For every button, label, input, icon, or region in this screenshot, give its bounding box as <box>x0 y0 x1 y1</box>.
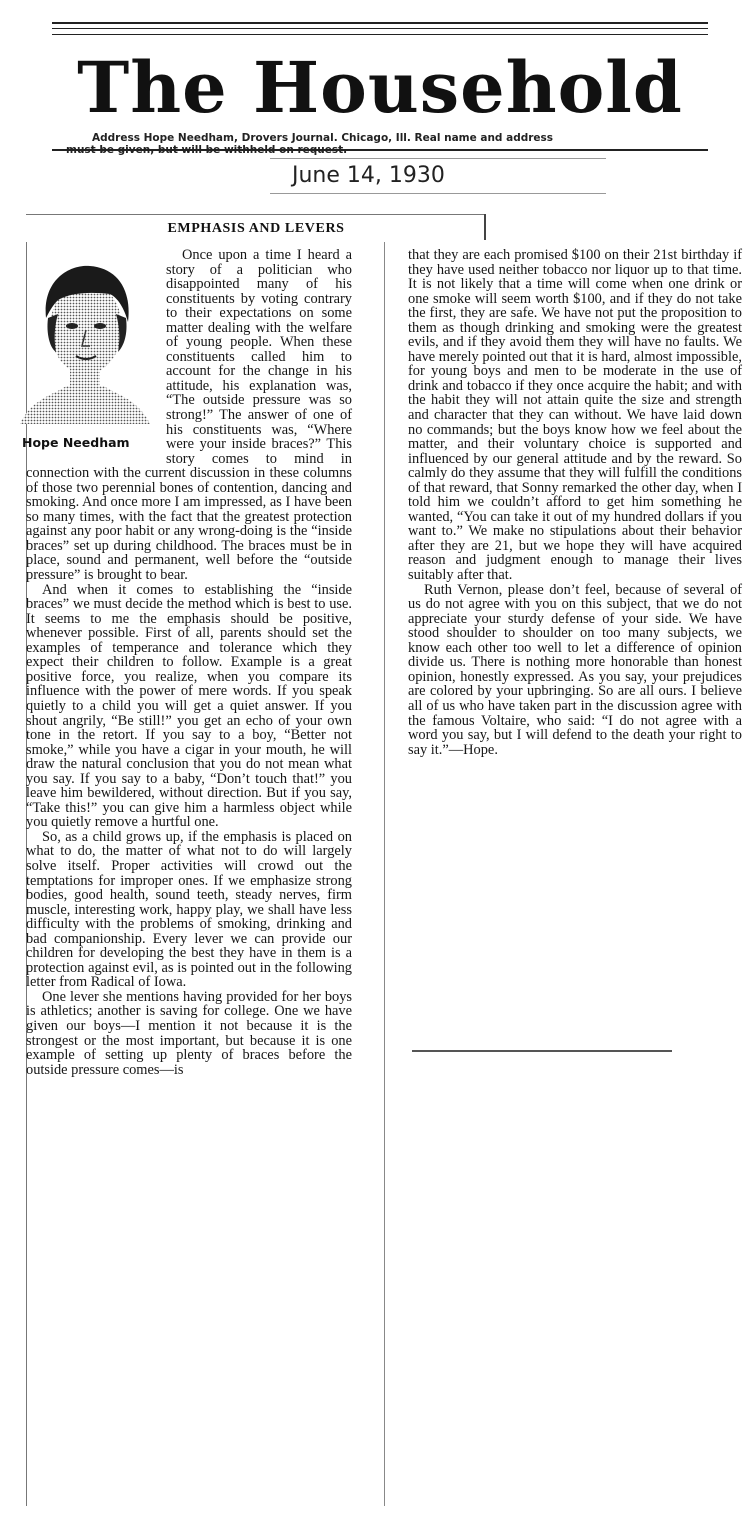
column-2-paragraph-1: that they are each promised $100 on their 21st birthday if they have used neither tobacco nor liquor up to that time. It is not likely that a time will come when one drink or one smoke will seem worth $100, and if they do not take the first, they are safe. We have not put the proposition to them as though drinking and smoking were the greatest evils, and if they avoid them they will have no faults. We have merely pointed out that it is hard, almost impossible, for young boys and men to be moderate in the use of drink and tobacco if they once acquire the habit; and with the habit they will not attain quite the size and strength and character that they can without. We have laid down no commands; but the boys know how we feel about the matter, and their voluntary choice is supported and influenced by our general attitude and by the reward. So calmly do they assume that they will fulfill the conditions of that reward, that Sonny remarked the other day, when I told him we couldn’t afford to get him something he wanted, “You can take it out of my hundred dollars if you want to.” We make no stipulations about their behavior after they are 21, but we hope they will have acquired reason and judgment enough to manage their lives suitably after that. <box>408 247 742 584</box>
column-1-paragraph-1: Once upon a time I heard a story of a politician who disappointed many of his constituents by voting contrary to their expectations on some matter dealing with the welfare of young people. When these constituents called him to account for the change in his attitude, his explanation was, “The outside pressure was so strong!” The answer of one of his constituents was, “Where were your inside braces?” This story comes to mind in connection with the current discussion in these columns of those two perennial bones of contention, dancing and smoking. And once more I am impressed, as I have been so many times, with the fact that the greatest protection against any poor habit or any wrong-doing is the “inside braces” set up during childhood. The braces must be in place, sound and permanent, well before the “outside pressure” is brought to bear. <box>26 247 352 584</box>
column-2-paragraph-2: Ruth Vernon, please don’t feel, because of several of us do not agree with you on this subject, that we do not appreciate your sturdy defense of your side. We have stood shoulder to shoulder on too many subjects, we know each other too well to let a difference of opinion divide us. There is nothing more honorable than honest opinion, honestly expressed. As you say, your prejudices are colored by your upbringing. So are all ours. I believe all of us who have taken part in the discussion agree with the famous Voltaire, who said: “I do not agree with a word you say, but I will defend to the death your right to say it.”—Hope. <box>408 581 742 758</box>
column-divider <box>384 242 385 1506</box>
photo-caption: Hope Needham <box>22 435 130 450</box>
headline-edge-rule <box>484 214 486 240</box>
portrait-image <box>12 248 158 452</box>
masthead-title: The Household <box>77 46 683 129</box>
masthead-bottom-rule <box>52 149 708 151</box>
masthead-address <box>66 132 706 156</box>
column-1-paragraph-4: One lever she mentions having provided for her boys is athletics; another is saving for college. One we have given our boys—I mention it not because it is the strongest or the most important, but because it is one example of setting up plenty of braces before the outside pressure comes—is <box>26 988 352 1078</box>
dateline-text: June 14, 1930 <box>292 163 445 188</box>
masthead-top-rule-thin <box>52 28 708 29</box>
column-1-paragraph-2: And when it comes to establishing the “inside braces” we must decide the method which is best to use. It seems to me the emphasis should be positive, whenever possible. First of all, parents should set the examples of temperance and tolerance which they expect their children to follow. Example is a great positive force, you realize, when you compare its influence with the power of mere words. If you speak quietly to a child you will get a quiet answer. If you shout angrily, “Be still!” you get an echo of your own tone in the retort. If you say to a boy, “Better not smoke,” while you have a cigar in your mouth, he will draw the natural conclusion that you do not mean what you say. If you say to a baby, “Don’t touch that!” you leave him bewildered, without direction. But if you say, “Take this!” you can give him a harmless object while you quietly remove a hurtful one. <box>26 581 352 831</box>
masthead <box>52 22 708 152</box>
masthead-top-rule <box>52 22 708 24</box>
article-end-rule <box>412 1050 672 1052</box>
article <box>22 214 742 1506</box>
article-headline: EMPHASIS AND LEVERS <box>26 214 486 239</box>
masthead-address-line-1: Address Hope Needham, Drovers Journal. Chicago, Ill. Real name and address <box>92 132 554 144</box>
column-1 <box>22 247 352 1078</box>
masthead-top-rule-thin-2 <box>52 34 708 35</box>
column-1-paragraph-3: So, as a child grows up, if the emphasis is placed on what to do, the matter of what not to do will largely solve itself. Proper activities will crowd out the temptations for improper ones. If we emphasize strong bodies, good health, sound teeth, steady nerves, firm muscle, interesting work, happy play, we shall have less difficulty with the problems of smoking, drinking and bad companionship. Every lever we can provide our children for developing the best they have in them is a protection against evil, as is pointed out in the following letter from Radical of Iowa. <box>26 828 352 991</box>
column-2 <box>408 248 742 757</box>
dateline <box>270 158 606 194</box>
author-photo <box>12 248 158 452</box>
